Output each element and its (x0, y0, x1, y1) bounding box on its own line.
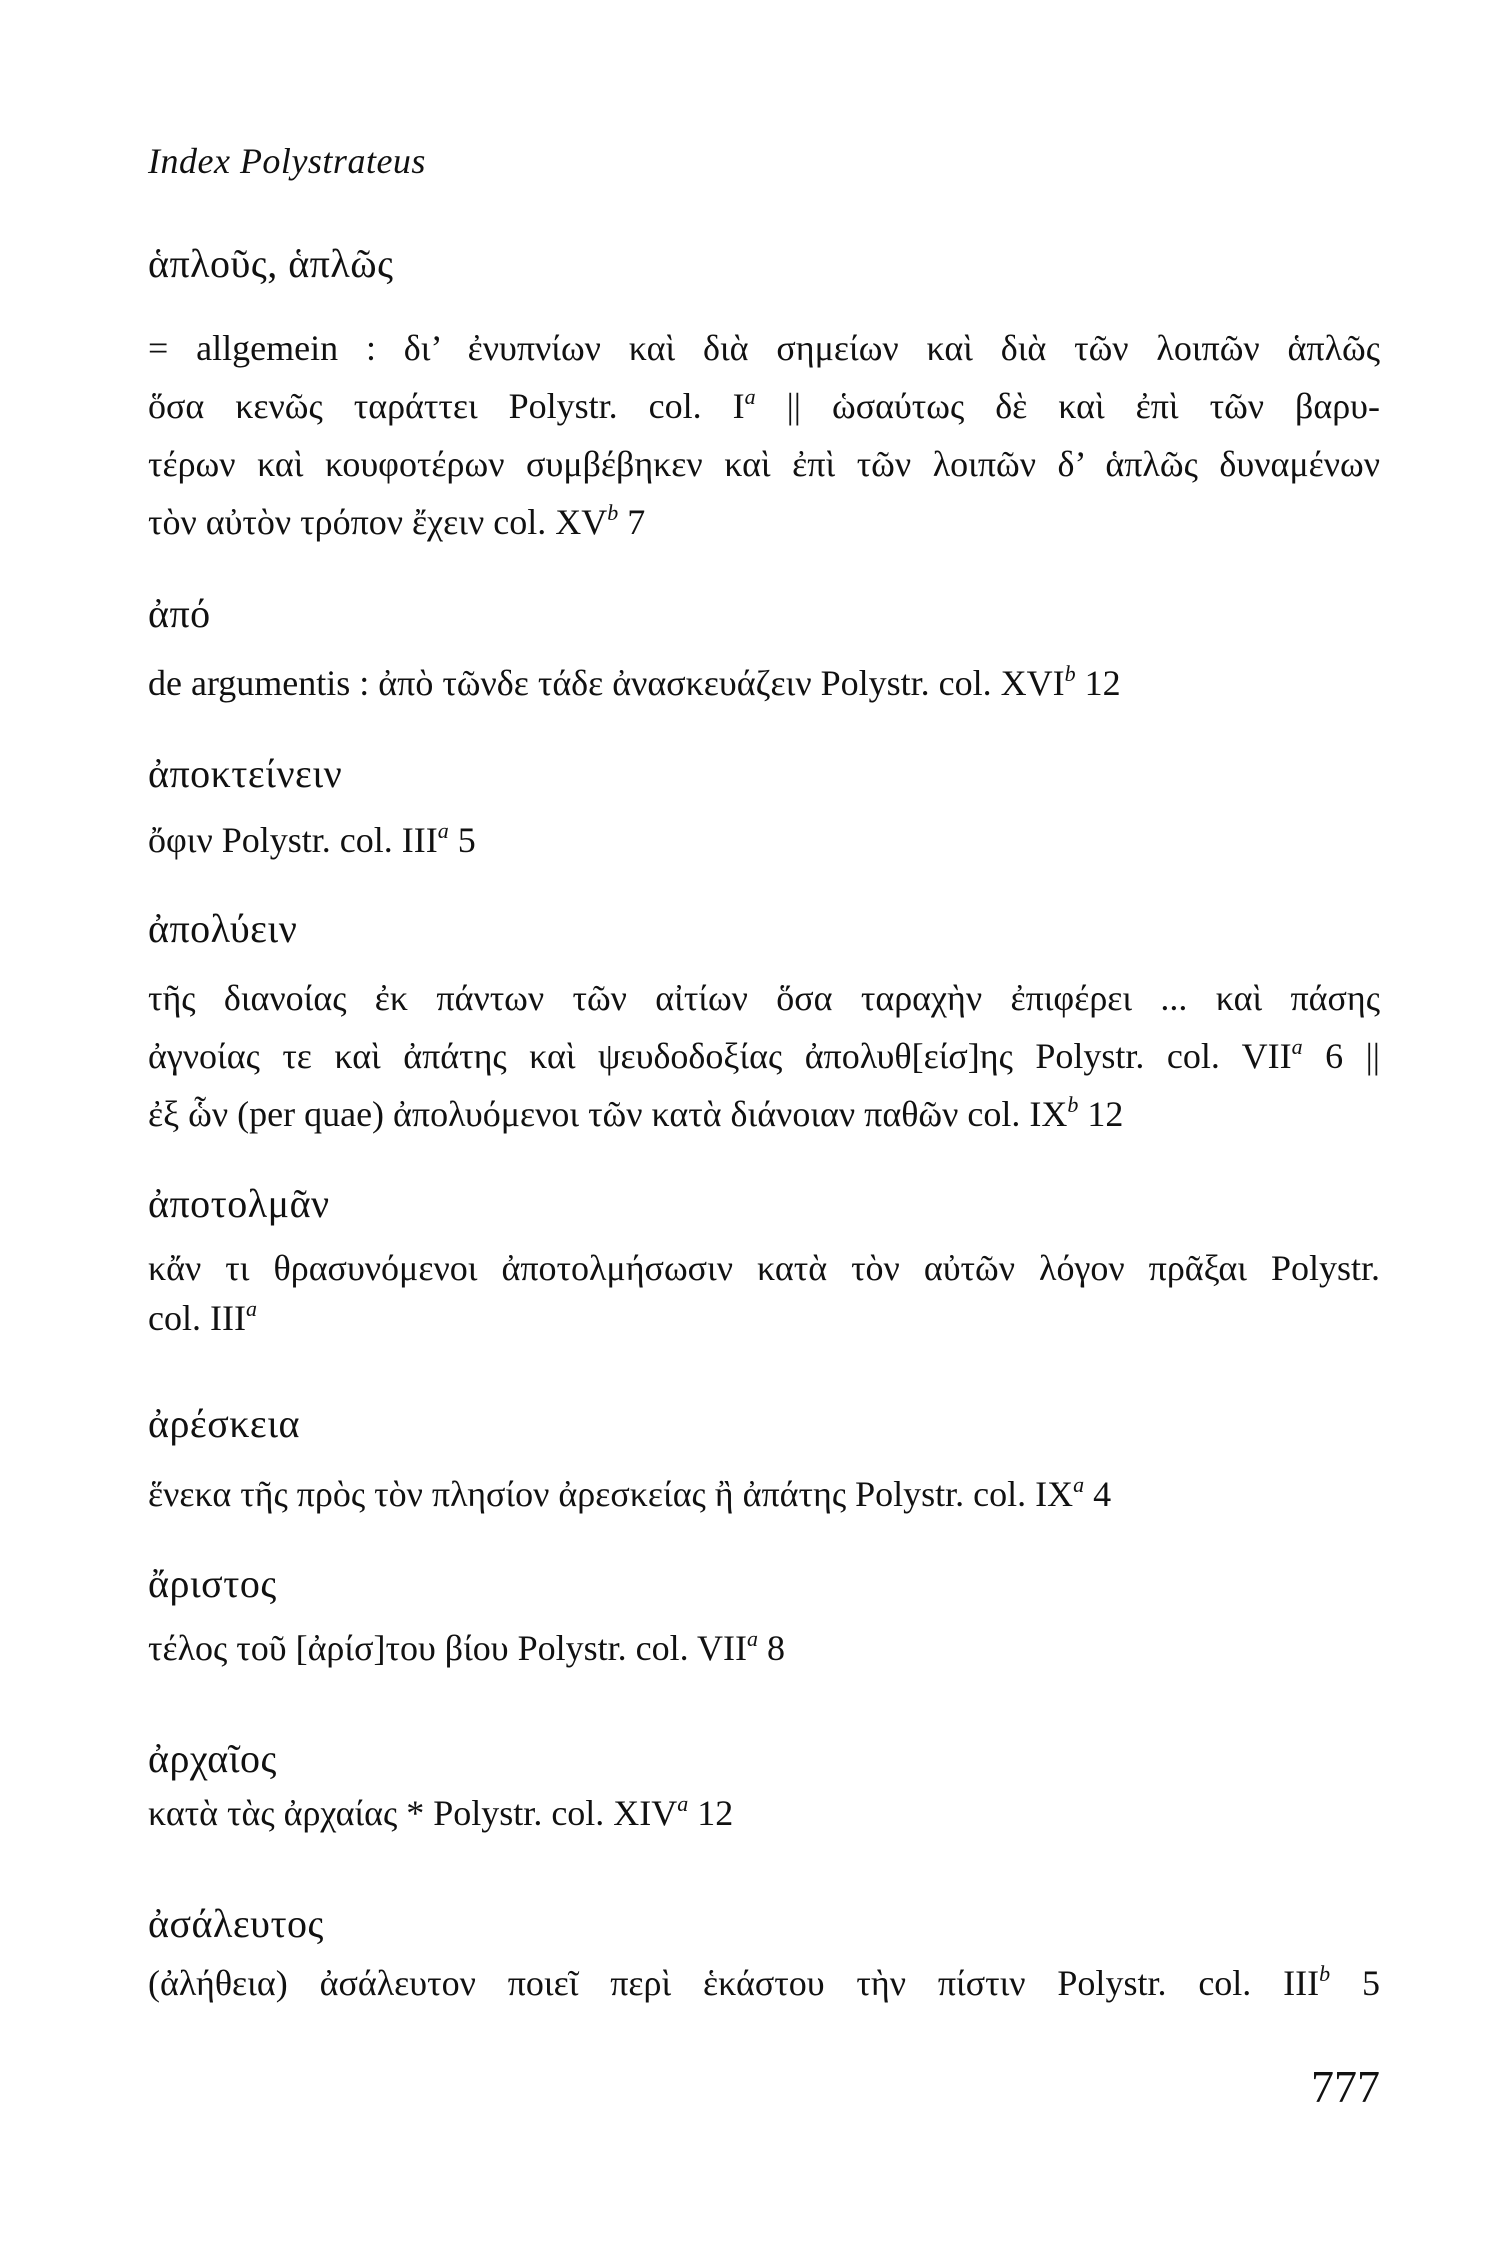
entry-line: de argumentis : ἀπὸ τῶνδε τάδε ἀνασκευάζειν Polystr. col. XVI$^b$ 12 (148, 661, 1121, 703)
page-number: 777 (1311, 2061, 1380, 2112)
entry-line: τέρων καὶ κουφοτέρων συμβέβηκεν καὶ ἐπὶ τῶν λοιπῶν δ’ ἁπλῶς δυναμένων (148, 444, 1380, 484)
entry-line: ἐξ ὧν (per quae) ἀπολυόμενοι τῶν κατὰ διάνοιαν παθῶν col. $IX^b$ 12 (148, 1092, 1124, 1134)
headword: ἀσάλευτος (148, 1901, 324, 1946)
headword: ἀπό (148, 591, 211, 636)
entry-line: ὅσα κενῶς ταράττει Polystr. col. $I^a$ || ὡσαύτως δὲ καὶ ἐπὶ τῶν βαρυ- (148, 384, 1380, 426)
headword: ἁπλοῦς, ἁπλῶς (148, 241, 394, 286)
entry-line: ὄφιν Polystr. col. III$^a$ 5 (148, 818, 476, 860)
entry-line: κἄν τι θρασυνόμενοι ἀποτολμήσωσιν κατὰ τὸν αὐτῶν λόγον πρᾶξαι Polystr. (148, 1248, 1380, 1288)
entry-line: τέλος τοῦ [ἀρίσ]του βίου Polystr. col. VII$^a$ 8 (148, 1626, 785, 1668)
headword: ἀρχαῖος (148, 1736, 277, 1781)
running-head: Index Polystrateus (148, 141, 426, 181)
headword: ἀποκτείνειν (148, 751, 343, 796)
entry-line: ἕνεκα τῆς πρὸς τὸν πλησίον ἀρεσκείας ἢ ἀπάτης Polystr. col. $IX^a$ 4 (148, 1472, 1112, 1514)
headword: ἀποτολμᾶν (148, 1181, 330, 1226)
entry-line: (ἀλήθεια) ἀσάλευτον ποιεῖ περὶ ἑκάστου τὴν πίστιν Polystr. col. III$^b$ 5 (148, 1961, 1381, 2003)
entry-line: col. III$^a$ (148, 1296, 257, 1338)
headword: ἄριστος (148, 1561, 277, 1606)
entry-line: = allgemein : δι’ ἐνυπνίων καὶ διὰ σημείων καὶ διὰ τῶν λοιπῶν ἁπλῶς (148, 328, 1380, 368)
entry-line: ἀγνοίας τε καὶ ἀπάτης καὶ ψευδοδοξίας ἀπολυθ[είσ]ης Polystr. col. VII$^a$ 6 || (148, 1034, 1380, 1076)
headword: ἀρέσκεια (148, 1401, 300, 1446)
entry-line: τὸν αὐτὸν τρόπον ἔχειν col. $XV^b$ 7 (148, 500, 646, 542)
entry-line: τῆς διανοίας ἐκ πάντων τῶν αἰτίων ὅσα ταραχὴν ἐπιφέρει ... καὶ πάσης (148, 978, 1380, 1018)
headword: ἀπολύειν (148, 906, 298, 951)
entry-line: κατὰ τὰς ἀρχαίας * Polystr. col. XIV$^a$ 12 (148, 1791, 734, 1833)
